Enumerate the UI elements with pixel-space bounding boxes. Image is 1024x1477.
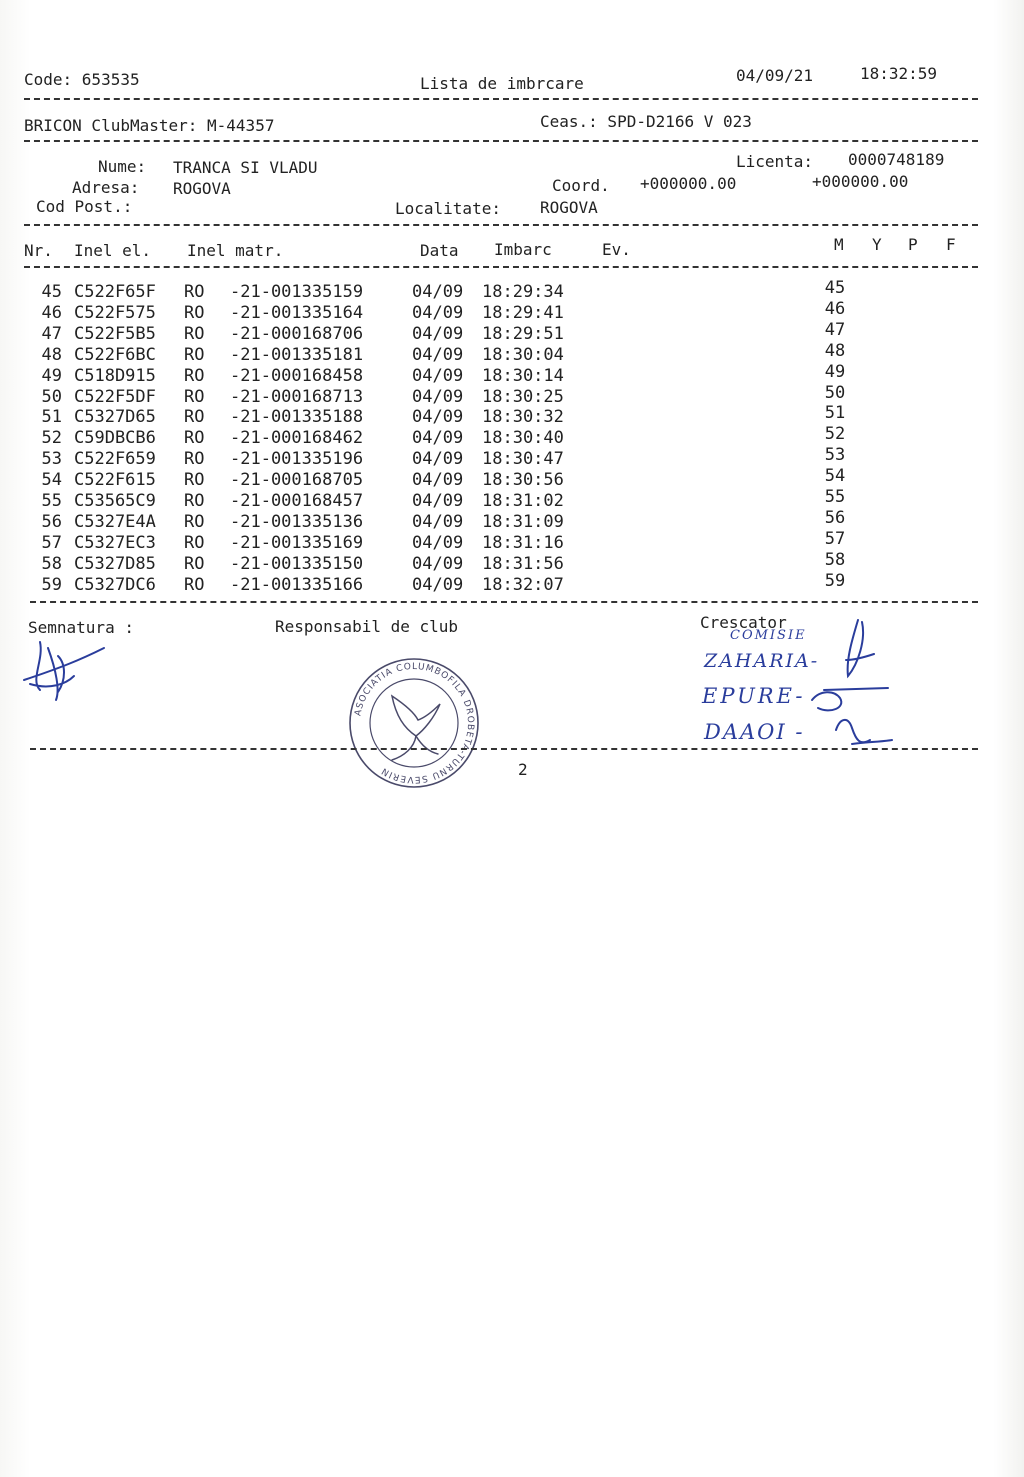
row-time: 18:30:04 [482, 344, 564, 365]
row-inel-matr: -21-000168458 [230, 365, 364, 386]
row-nr: 48 [41, 344, 62, 365]
row-nr: 53 [41, 449, 62, 470]
row-inel-el: C518D915 [74, 365, 156, 386]
row-time: 18:30:56 [482, 470, 564, 491]
row-date: 04/09 [412, 511, 464, 532]
row-inel-el: C522F659 [74, 449, 156, 470]
row-country: RO [184, 428, 205, 449]
owner-name: TRANCA SI VLADU [173, 158, 318, 177]
row-country: RO [184, 302, 205, 323]
row-country: RO [184, 511, 205, 532]
row-inel-matr: -21-000168713 [230, 386, 364, 407]
row-country: RO [184, 532, 205, 553]
code-label: Code: 653535 [24, 70, 140, 89]
row-country: RO [184, 574, 205, 595]
stamp-text: ASOCIATIA COLUMBOFILA DROBETA-TURNU SEVERIN [353, 661, 476, 785]
row-m-value: 47 [824, 319, 846, 340]
row-m-value: 52 [824, 424, 846, 445]
row-time: 18:29:51 [482, 323, 564, 344]
row-inel-el: C53565C9 [74, 491, 156, 511]
row-inel-el: C5327D85 [74, 553, 156, 574]
row-date: 04/09 [412, 553, 464, 574]
row-date: 04/09 [412, 574, 464, 595]
row-date: 04/09 [412, 344, 464, 365]
row-nr: 59 [41, 574, 62, 595]
row-inel-matr: -21-000168457 [230, 491, 364, 511]
commission-member-1: ZAHARIA- [704, 650, 820, 672]
row-inel-el: C522F615 [74, 470, 156, 491]
row-m-value: 48 [824, 340, 846, 361]
address-value: ROGOVA [173, 179, 231, 198]
row-nr: 57 [41, 532, 62, 553]
coord-x: +000000.00 [640, 174, 737, 193]
col-imbarc: Imbarc [494, 240, 552, 259]
divider [30, 748, 978, 750]
row-nr: 50 [41, 386, 62, 407]
row-date: 04/09 [412, 491, 464, 511]
row-m-value: 58 [824, 549, 846, 570]
row-country: RO [184, 470, 205, 491]
row-country: RO [184, 553, 205, 574]
row-country: RO [184, 344, 205, 365]
row-nr: 56 [41, 511, 62, 532]
row-inel-el: C5327D65 [74, 407, 156, 428]
commission-label: COMISIE [730, 628, 807, 643]
locality-label: Localitate: [395, 199, 501, 218]
row-nr: 45 [41, 282, 62, 302]
row-date: 04/09 [412, 532, 464, 553]
row-m-value: 53 [824, 445, 846, 466]
row-country: RO [184, 365, 205, 386]
row-country: RO [184, 323, 205, 344]
print-date: 04/09/21 [736, 66, 814, 85]
row-inel-matr: -21-000168462 [230, 428, 364, 449]
col-y: Y [872, 235, 882, 254]
locality-value: ROGOVA [540, 198, 598, 217]
row-time: 18:31:56 [482, 553, 564, 574]
row-inel-el: C5327DC6 [74, 574, 156, 595]
page-number: 2 [518, 760, 528, 779]
col-inel-matr: Inel matr. [187, 241, 284, 260]
col-m: M [834, 235, 844, 254]
row-time: 18:30:14 [482, 365, 564, 386]
row-inel-matr: -21-001335159 [230, 282, 364, 302]
row-m-value: 49 [824, 361, 846, 382]
row-time: 18:30:47 [482, 449, 564, 470]
row-nr: 54 [41, 470, 62, 491]
row-date: 04/09 [412, 407, 464, 428]
row-m-value: 56 [824, 507, 846, 528]
row-inel-matr: -21-000168705 [230, 470, 364, 491]
row-nr: 51 [41, 407, 62, 428]
col-data: Data [420, 241, 459, 260]
row-inel-matr: -21-001335196 [230, 449, 364, 470]
row-m-value: 59 [824, 570, 846, 591]
row-m-value: 51 [824, 403, 846, 424]
col-ev: Ev. [602, 240, 631, 259]
row-date: 04/09 [412, 428, 464, 449]
row-time: 18:31:16 [482, 532, 564, 553]
row-m-value: 45 [824, 278, 846, 298]
row-m-value: 57 [824, 528, 846, 549]
row-inel-matr: -21-001335136 [230, 511, 364, 532]
row-nr: 47 [41, 323, 62, 344]
row-time: 18:31:09 [482, 511, 564, 532]
row-time: 18:31:02 [482, 491, 564, 511]
row-inel-matr: -21-001335166 [230, 574, 364, 595]
col-f: F [946, 235, 956, 254]
row-country: RO [184, 449, 205, 470]
row-inel-el: C5327EC3 [74, 532, 156, 553]
row-time: 18:29:34 [482, 282, 564, 302]
row-inel-matr: -21-001335150 [230, 553, 364, 574]
row-inel-matr: -21-001335164 [230, 302, 364, 323]
row-date: 04/09 [412, 282, 464, 302]
row-date: 04/09 [412, 386, 464, 407]
row-time: 18:30:32 [482, 407, 564, 428]
row-country: RO [184, 407, 205, 428]
row-nr: 58 [41, 553, 62, 574]
row-inel-el: C59DBCB6 [74, 428, 156, 449]
postal-code-label: Cod Post.: [36, 197, 133, 216]
row-m-value: 54 [824, 466, 846, 487]
coord-label: Coord. [552, 176, 610, 195]
col-p: P [908, 235, 918, 254]
row-inel-matr: -21-001335188 [230, 407, 364, 428]
row-time: 18:30:25 [482, 386, 564, 407]
license-number: 0000748189 [848, 150, 945, 169]
signature-label: Semnatura : [28, 618, 134, 637]
row-m-value: 46 [824, 298, 846, 319]
row-date: 04/09 [412, 365, 464, 386]
row-inel-el: C522F575 [74, 302, 156, 323]
row-m-value: 55 [824, 487, 846, 507]
col-inel-el: Inel el. [74, 241, 152, 260]
row-date: 04/09 [412, 323, 464, 344]
row-inel-matr: -21-001335181 [230, 344, 364, 365]
row-nr: 46 [41, 302, 62, 323]
commission-member-3: DAAOI - [704, 720, 805, 744]
commission-member-2: EPURE- [702, 684, 806, 708]
club-stamp [344, 656, 484, 790]
row-inel-el: C522F6BC [74, 344, 156, 365]
row-country: RO [184, 282, 205, 302]
row-date: 04/09 [412, 449, 464, 470]
row-country: RO [184, 491, 205, 511]
document-title: Lista de imbrcare [420, 74, 584, 93]
row-m-value: 50 [824, 382, 846, 403]
clubmaster-id: BRICON ClubMaster: M-44357 [24, 116, 275, 135]
coord-y: +000000.00 [812, 172, 909, 191]
breeder-label: Crescator [700, 613, 787, 632]
name-label: Nume: [98, 157, 147, 176]
club-responsible-label: Responsabil de club [275, 617, 459, 636]
row-time: 18:32:07 [482, 574, 564, 595]
row-nr: 55 [41, 491, 62, 511]
row-inel-el: C522F65F [74, 282, 156, 302]
col-nr: Nr. [24, 241, 53, 260]
row-inel-el: C522F5DF [74, 386, 156, 407]
row-nr: 52 [41, 428, 62, 449]
print-time: 18:32:59 [860, 64, 938, 83]
row-inel-el: C5327E4A [74, 511, 156, 532]
row-inel-el: C522F5B5 [74, 323, 156, 344]
row-time: 18:29:41 [482, 302, 564, 323]
clock-id: Ceas.: SPD-D2166 V 023 [540, 112, 752, 131]
row-nr: 49 [41, 365, 62, 386]
row-date: 04/09 [412, 470, 464, 491]
license-label: Licenta: [736, 152, 814, 171]
address-label: Adresa: [72, 178, 140, 197]
row-inel-matr: -21-001335169 [230, 532, 364, 553]
row-inel-matr: -21-000168706 [230, 323, 364, 344]
row-time: 18:30:40 [482, 428, 564, 449]
row-country: RO [184, 386, 205, 407]
row-date: 04/09 [412, 302, 464, 323]
